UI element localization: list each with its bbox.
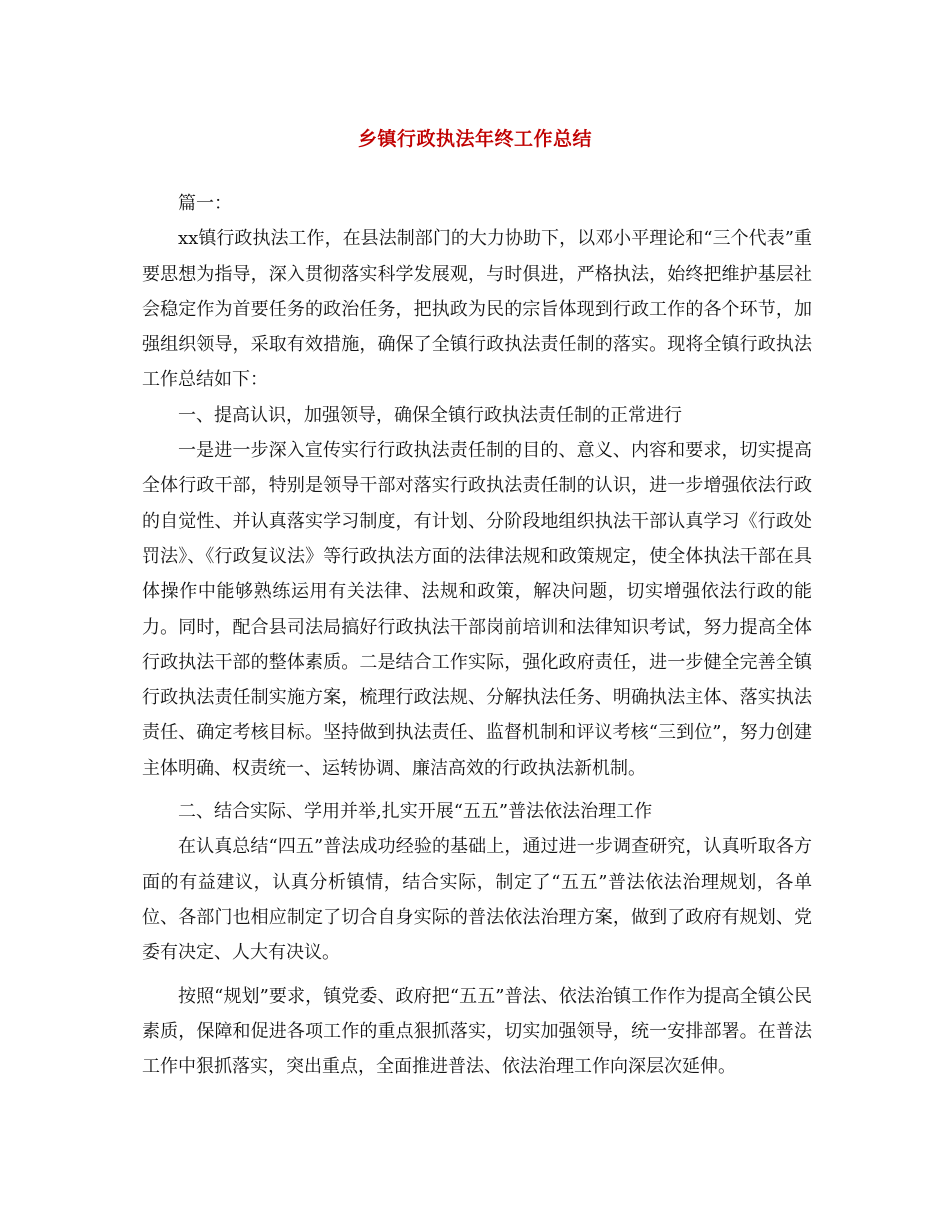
body-paragraph: 在认真总结“四五”普法成功经验的基础上，通过进一步调查研究，认真听取各方面的有益建议，认真分析镇情，结合实际，制定了“五五”普法依法治理规划，各单位、各部门也相应制定了切合自身实际的普法依法治理方案，做到了政府有规划、党委有决定、人大有决议。 [142,836,812,964]
section-label: 篇一： [178,193,232,214]
document-body [142,186,812,1084]
intro-paragraph: xx镇行政执法工作，在县法制部门的大力协助下，以邓小平理论和“三个代表”重要思想为指导，深入贯彻落实科学发展观，与时俱进，严格执法，始终把维护基层社会稳定作为首要任务的政治任务，把执政为民的宗旨体现到行政工作的各个环节，加强组织领导，采取有效措施，确保了全镇行政执法责任制的落实。现将全镇行政执法工作总结如下： [142,228,812,391]
section-heading-2: 二、结合实际、学用并举,扎实开展“五五”普法依法治理工作 [178,801,653,823]
body-paragraph: 一是进一步深入宣传实行行政执法责任制的目的、意义、内容和要求，切实提高全体行政干部，特别是领导干部对落实行政执法责任制的认识，进一步增强依法行政的自觉性、并认真落实学习制度，有计划、分阶段地组织执法干部认真学习《行政处罚法》、《行政复议法》等行政执法方面的法律法规和政策规定，使全体执法干部在具体操作中能够熟练运用有关法律、法规和政策，解决问题，切实增强依法行政的能力。同时，配合县司法局搞好行政执法干部岗前培训和法律知识考试，努力提高全体行政执法干部的整体素质。二是结合工作实际，强化政府责任，进一步健全完善全镇行政执法责任制实施方案，梳理行政法规、分解执法任务、明确执法主体、落实执法责任、确定考核目标。坚持做到执法责任、监督机制和评议考核“三到位”，努力创建主体明确、权责统一、运转协调、廉洁高效的行政执法新机制。 [142,440,812,779]
document-title: 乡镇行政执法年终工作总结 [357,128,592,150]
section-heading-1: 一、提高认识，加强领导，确保全镇行政执法责任制的正常进行 [178,404,682,426]
body-paragraph: 按照“规划”要求，镇党委、政府把“五五”普法、依法治镇工作作为提高全镇公民素质，保障和促进各项工作的重点狠抓落实，切实加强领导，统一安排部署。在普法工作中狠抓落实，突出重点，全面推进普法、依法治理工作向深层次延伸。 [142,985,812,1078]
